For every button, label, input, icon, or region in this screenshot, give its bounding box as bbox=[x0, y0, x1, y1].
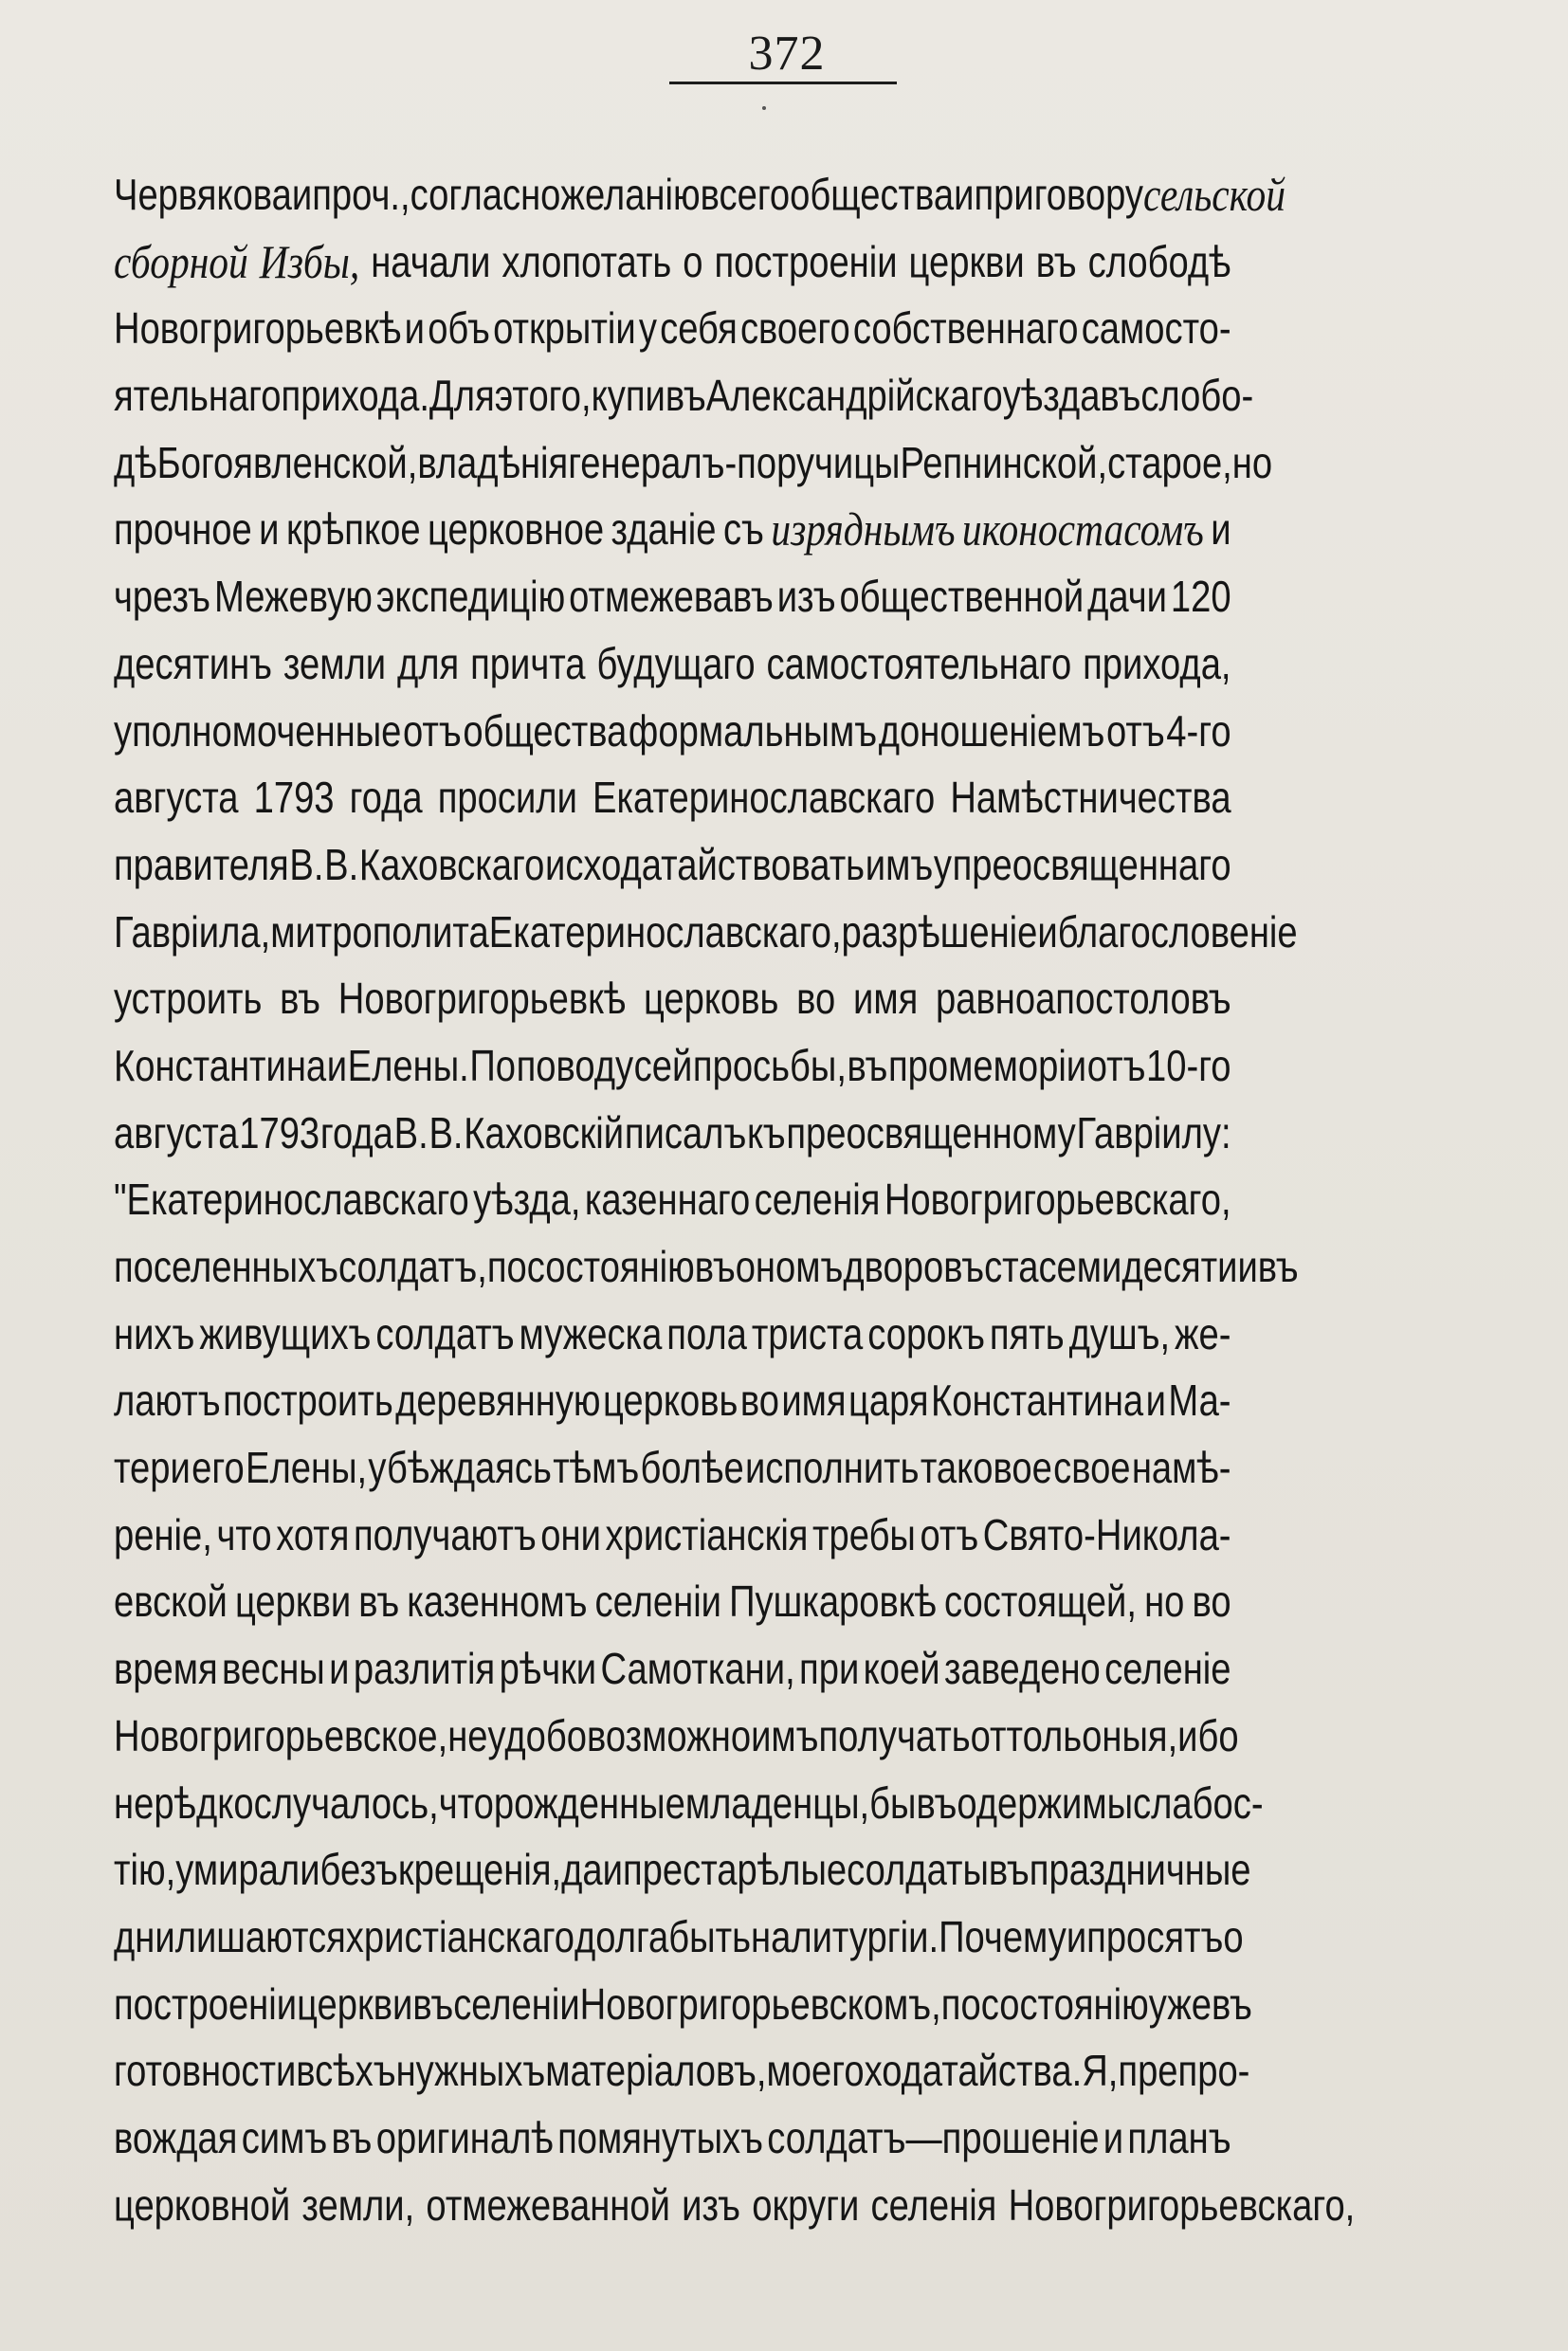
text-line: церковной земли, отмежеванной изъ округи селенія Новогригорьевскаго, bbox=[114, 2179, 1356, 2230]
text-line: ятельнаго прихода. Для этого, купивъ Александрійскаго уѣзда въ слобо- bbox=[114, 371, 1254, 421]
text-line: прочное и крѣпкое церковное зданіе съ изряднымъ иконостасомъ и bbox=[114, 502, 1231, 556]
text-line: вождая симъ въ оригиналѣ помянутыхъ солдатъ—прошеніе и планъ bbox=[114, 2112, 1231, 2162]
text-line: правителя В. В. Каховскаго исходатайствовать имъ у преосвященнаго bbox=[114, 839, 1231, 889]
text-line: августа 1793 года просили Екатеринославскаго Намѣстничества bbox=[114, 773, 1231, 823]
text-line: нихъ живущихъ солдатъ мужеска пола триста сорокъ пять душъ, же- bbox=[114, 1308, 1231, 1358]
text-line: десятинъ земли для причта будущаго самостоятельнаго прихода, bbox=[114, 638, 1231, 688]
text-line: чрезъ Межевую экспедицію отмежевавъ изъ общественной дачи 120 bbox=[114, 572, 1231, 622]
text-line: тію, умирали безъ крещенія, да и престарѣлые солдаты въ праздничные bbox=[114, 1845, 1251, 1895]
text-line: сборной Избы, начали хлопотать о построеніи церкви въ слободѣ bbox=[114, 234, 1231, 288]
text-line: евской церкви въ казенномъ селеніи Пушкаровкѣ состоящей, но во bbox=[114, 1576, 1231, 1627]
text-line: дни лишаются христіанскаго долга быть на литургіи. Почему и просятъ о bbox=[114, 1911, 1244, 1961]
body-text bbox=[114, 161, 1356, 2238]
header-rule bbox=[669, 82, 897, 84]
text-line: тери его Елены, убѣждаясь тѣмъ болѣе исполнить таковое свое намѣ- bbox=[114, 1443, 1231, 1493]
text-line: построеніи церкви въ селеніи Новогригорьевскомъ, по состоянію уже въ bbox=[114, 1978, 1252, 2029]
text-line: августа 1793 года В. В. Каховскій писалъ къ преосвященному Гавріилу: bbox=[114, 1107, 1231, 1157]
text-line: реніе, что хотя получаютъ они христіанскія требы отъ Свято-Никола- bbox=[114, 1509, 1231, 1559]
text-line: дѣ Богоявленской, владѣнія генералъ-поручицы Репнинской, старое, но bbox=[114, 437, 1273, 487]
text-line: устроить въ Новогригорьевкѣ церковь во имя равноапостоловъ bbox=[114, 974, 1231, 1024]
text-line: Константина и Елены. По поводу сей просьбы, въ промеморіи отъ 10-го bbox=[114, 1040, 1231, 1090]
text-line: Новогригорьевкѣ и объ открытіи у себя своего собственнаго самосто- bbox=[114, 303, 1231, 354]
text-line: Червякова и проч., согласно желанію всего общества и приговору сельской bbox=[114, 168, 1285, 221]
text-line: Новогригорьевское, не удобовозможно имъ получать оттоль оныя, ибо bbox=[114, 1710, 1239, 1760]
text-line: готовности всѣхъ нужныхъ матеріаловъ, моего ходатайства. Я, препро- bbox=[114, 2046, 1250, 2096]
print-speck bbox=[762, 106, 766, 110]
text-line: лаютъ построить деревянную церковь во имя царя Константина и Ма- bbox=[114, 1376, 1231, 1426]
text-line: Гавріила, митрополита Екатеринославскаго, разрѣшеніе и благословеніе bbox=[114, 906, 1298, 957]
text-line: уполномоченные отъ общества формальнымъ доношеніемъ отъ 4-го bbox=[114, 705, 1231, 756]
page-number: 372 bbox=[748, 27, 826, 81]
text-line: время весны и разлитія рѣчки Самоткани, при коей заведено селеніе bbox=[114, 1644, 1231, 1694]
text-line: поселенныхъ солдатъ, по состоянію въ ономъ дворовъ ста семидесяти и въ bbox=[114, 1242, 1299, 1291]
text-line: не рѣдко случалось, что рожденные младенцы, бывъ одержимы слабос- bbox=[114, 1777, 1264, 1828]
text-line: "Екатеринославскаго уѣзда, казеннаго селенія Новогригорьевскаго, bbox=[114, 1175, 1231, 1225]
